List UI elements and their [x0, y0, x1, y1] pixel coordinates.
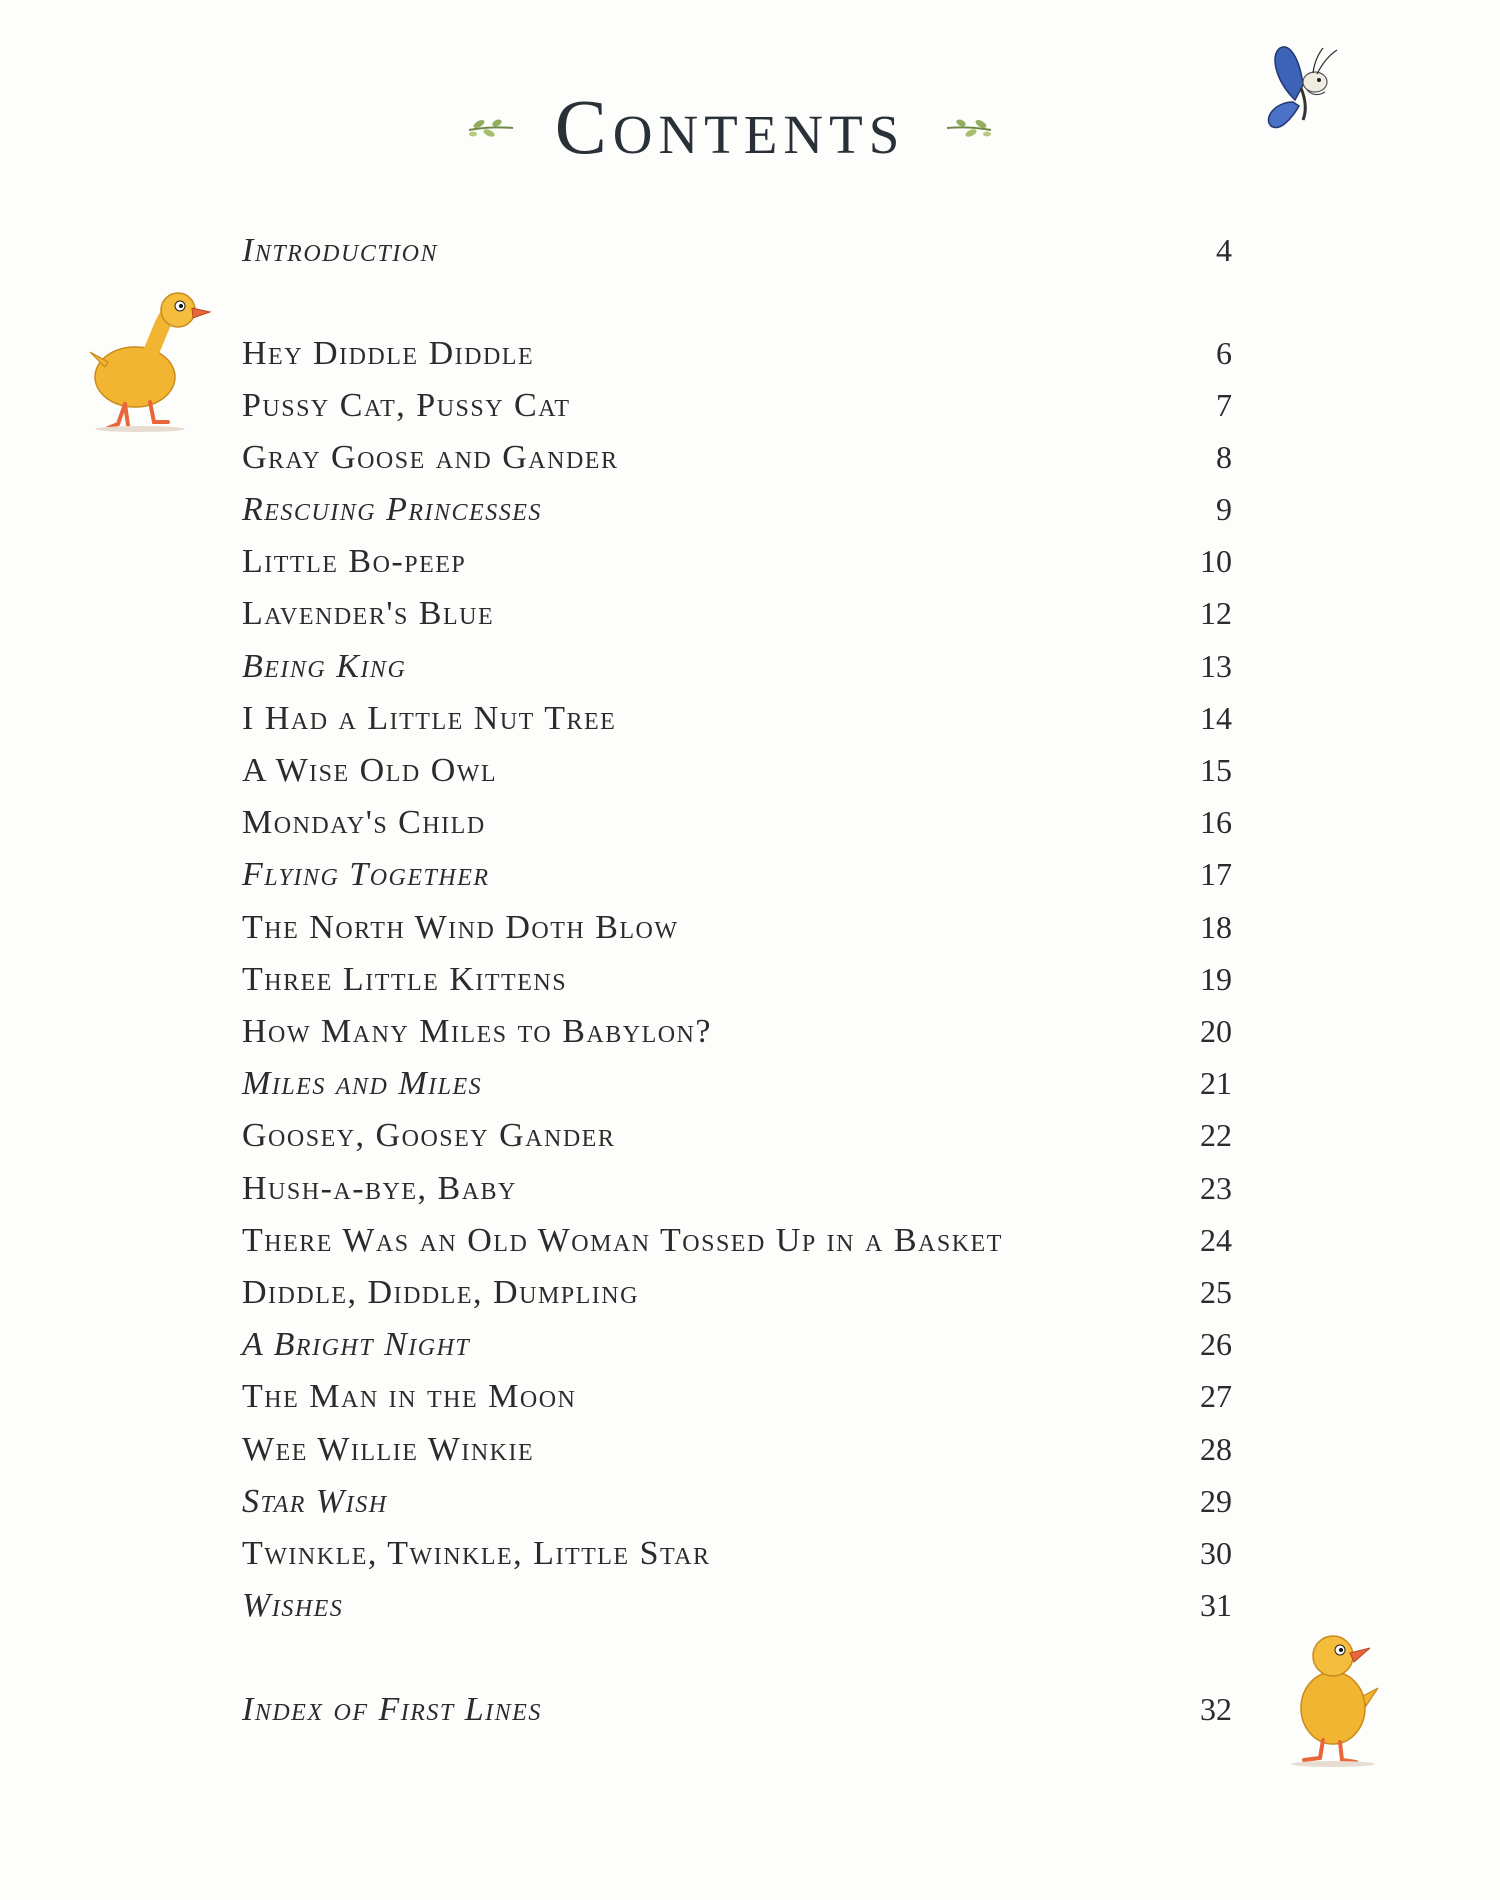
toc-entry	[242, 232, 1232, 280]
toc-entry	[242, 1587, 1232, 1635]
toc-entry-page: 14	[1200, 700, 1232, 736]
toc-entry	[242, 335, 1232, 383]
toc-entry-title: Twinkle, Twinkle, Little Star	[242, 1535, 711, 1572]
toc-entry-page: 12	[1200, 595, 1232, 631]
toc-entry-title: A Bright Night	[242, 1326, 471, 1363]
toc-entry-title: Monday's Child	[242, 804, 486, 841]
toc-entry	[242, 595, 1232, 643]
toc-entry	[242, 804, 1232, 852]
toc-entry-title: Rescuing Princesses	[242, 491, 542, 528]
toc-entry-page: 20	[1200, 1013, 1232, 1049]
toc-entry	[242, 648, 1232, 696]
toc-entry	[242, 1222, 1232, 1270]
toc-entry-page: 23	[1200, 1170, 1232, 1206]
toc-entry-page: 16	[1200, 804, 1232, 840]
toc-entry-title: Wee Willie Winkie	[242, 1431, 535, 1468]
toc-entry	[242, 700, 1232, 748]
toc-entry-title: Hey Diddle Diddle	[242, 335, 535, 372]
toc-entry-title: Little Bo-peep	[242, 543, 467, 580]
toc-entry	[242, 1013, 1232, 1061]
toc-entry-title: There Was an Old Woman Tossed Up in a Basket	[242, 1222, 1003, 1259]
toc-entry-page: 27	[1200, 1378, 1232, 1414]
toc-entry-page: 19	[1200, 961, 1232, 997]
toc-entry-page: 22	[1200, 1117, 1232, 1153]
leaf-sprig-icon	[943, 114, 995, 140]
toc-entry	[242, 856, 1232, 904]
toc-entry-page: 18	[1200, 909, 1232, 945]
toc-entry	[242, 752, 1232, 800]
toc-entry-title: Lavender's Blue	[242, 595, 495, 632]
toc-entry-title: Miles and Miles	[242, 1065, 483, 1102]
toc-entry-page: 7	[1216, 387, 1232, 423]
toc-entry-title: Diddle, Diddle, Dumpling	[242, 1274, 639, 1311]
butterfly-icon	[1245, 40, 1355, 135]
toc-entry-title: Introduction	[242, 232, 439, 269]
toc-entry-page: 8	[1216, 439, 1232, 475]
toc-entry-title: Gray Goose and Gander	[242, 439, 619, 476]
toc-entry-page: 15	[1200, 752, 1232, 788]
title-row	[0, 83, 1460, 170]
toc-entry	[242, 1483, 1232, 1531]
toc-entry	[242, 909, 1232, 957]
toc-entry-title: Being King	[242, 648, 407, 685]
toc-entry	[242, 1691, 1232, 1739]
toc-entry-title: Star Wish	[242, 1483, 388, 1520]
toc-entry	[242, 961, 1232, 1009]
toc-entry-page: 13	[1200, 648, 1232, 684]
toc-entry	[242, 491, 1232, 539]
toc-entry	[242, 1431, 1232, 1479]
toc-entry-title: Pussy Cat, Pussy Cat	[242, 387, 571, 424]
toc-entry-page: 9	[1216, 491, 1232, 527]
toc-entry	[242, 1535, 1232, 1583]
leaf-sprig-icon	[465, 114, 517, 140]
toc-entry-page: 24	[1200, 1222, 1232, 1258]
toc-entry	[242, 1065, 1232, 1113]
page-title: Contents	[554, 83, 906, 170]
toc-entry-page: 32	[1200, 1691, 1232, 1727]
toc-entry-title: Wishes	[242, 1587, 344, 1624]
toc-entry-page: 25	[1200, 1274, 1232, 1310]
toc-entry-page: 30	[1200, 1535, 1232, 1571]
toc-entry-title: The Man in the Moon	[242, 1378, 577, 1415]
toc-entry-title: How Many Miles to Babylon?	[242, 1013, 712, 1050]
toc-entry	[242, 387, 1232, 435]
toc-entry	[242, 439, 1232, 487]
toc-entry-page: 4	[1216, 232, 1232, 268]
toc-entry-title: The North Wind Doth Blow	[242, 909, 679, 946]
toc-entry	[242, 1274, 1232, 1322]
toc-entry	[242, 1170, 1232, 1218]
toc-entry-title: Flying Together	[242, 856, 490, 893]
toc-entry-page: 6	[1216, 335, 1232, 371]
duckling-right-icon	[1278, 1618, 1398, 1768]
toc-entry-title: Three Little Kittens	[242, 961, 568, 998]
toc-entry	[242, 1326, 1232, 1374]
toc-entry	[242, 1378, 1232, 1426]
toc-entry-title: Index of First Lines	[242, 1691, 542, 1728]
toc-entry-page: 31	[1200, 1587, 1232, 1623]
toc-entry-title: Hush-a-bye, Baby	[242, 1170, 517, 1207]
toc-entry-page: 10	[1200, 543, 1232, 579]
toc-entry-title: Goosey, Goosey Gander	[242, 1117, 616, 1154]
toc-entry-page: 28	[1200, 1431, 1232, 1467]
toc-entry-page: 17	[1200, 856, 1232, 892]
toc-entry-page: 29	[1200, 1483, 1232, 1519]
toc-entry	[242, 543, 1232, 591]
toc-entry-title: I Had a Little Nut Tree	[242, 700, 617, 737]
toc-entry-page: 26	[1200, 1326, 1232, 1362]
duckling-left-icon	[80, 282, 230, 432]
toc-entry-title: A Wise Old Owl	[242, 752, 498, 789]
toc-entry	[242, 1117, 1232, 1165]
toc-entry-page: 21	[1200, 1065, 1232, 1101]
